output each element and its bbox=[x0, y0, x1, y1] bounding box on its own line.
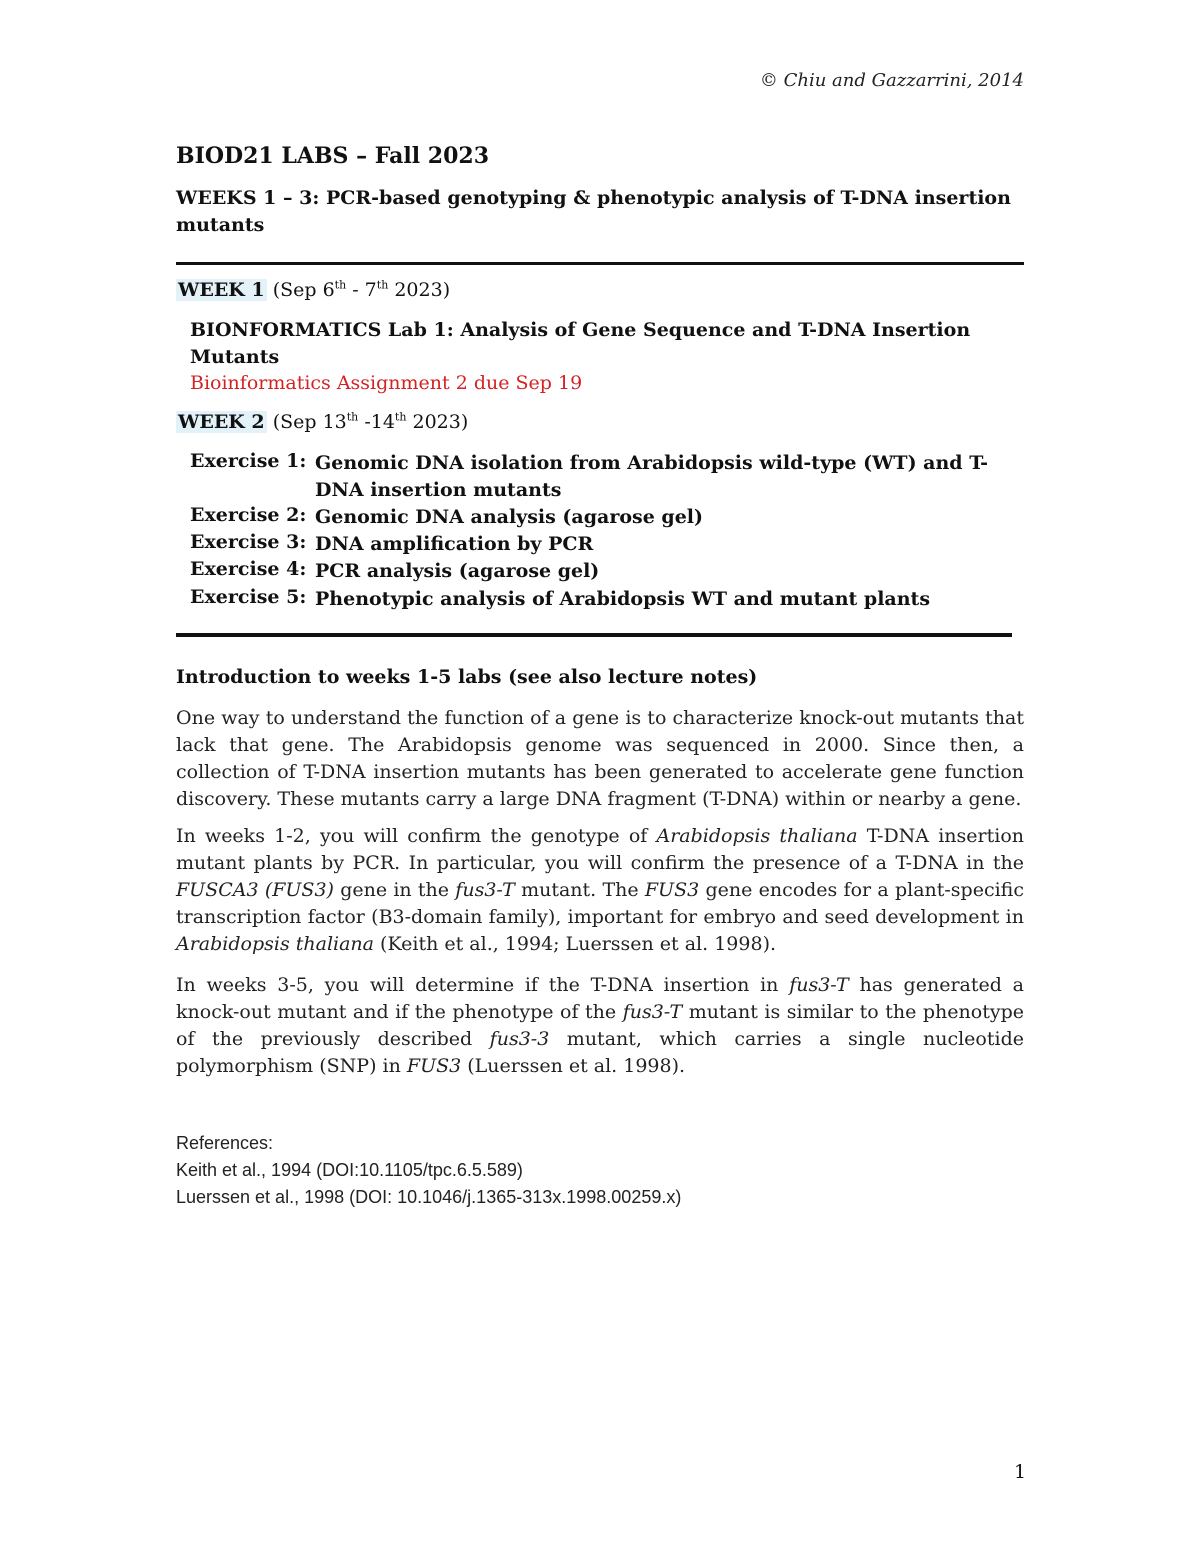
week1-assignment-note: Bioinformatics Assignment 2 due Sep 19 bbox=[190, 372, 583, 394]
divider-top bbox=[176, 262, 1024, 265]
week1-heading bbox=[176, 279, 450, 301]
page-title: BIOD21 LABS – Fall 2023 bbox=[176, 143, 490, 169]
exercise-5-label: Exercise 5: bbox=[190, 586, 307, 608]
exercise-3-label: Exercise 3: bbox=[190, 531, 307, 553]
week2-date: (Sep 13th -14th 2023) bbox=[272, 410, 469, 433]
week1-lab-title: BIONFORMATICS Lab 1: Analysis of Gene Sequence and T-DNA Insertion Mutants bbox=[190, 319, 971, 368]
reference-item: Keith et al., 1994 (DOI:10.1105/tpc.6.5.589) bbox=[176, 1160, 523, 1180]
week1-label-highlight bbox=[176, 279, 267, 301]
week2-heading bbox=[176, 411, 468, 433]
exercise-4-label: Exercise 4: bbox=[190, 558, 307, 580]
references-heading: References: bbox=[176, 1133, 274, 1153]
exercise-1-text: Genomic DNA isolation from Arabidopsis wild-type (WT) and T-DNA insertion mutants bbox=[315, 452, 989, 501]
intro-paragraph-1: One way to understand the function of a gene is to characterize knock-out mutants that lack that gene. The Arabidopsis genome was sequenced in 2000. Since then, a collection of T-DNA insertion mutants has been generated to accelerate gene function discovery. These mutants carry a large DNA fragment (T-DNA) within or nearby a gene. bbox=[176, 707, 1024, 810]
reference-item: Luerssen et al., 1998 (DOI: 10.1046/j.1365-313x.1998.00259.x) bbox=[176, 1187, 682, 1207]
exercise-2-text: Genomic DNA analysis (agarose gel) bbox=[315, 506, 703, 528]
page-number: 1 bbox=[1014, 1461, 1027, 1483]
exercise-5-text: Phenotypic analysis of Arabidopsis WT and mutant plants bbox=[315, 588, 931, 610]
intro-paragraph-3: In weeks 3-5, you will determine if the T-DNA insertion in fus3-T has generated a knock-out mutant and if the phenotype of the fus3-T mutant is similar to the phenotype of the previously described fus3-3 mutant, which carries a single nucleotide polymorphism (SNP) in FUS3 (Luerssen et al. 1998). bbox=[176, 974, 1024, 1077]
page-subtitle: WEEKS 1 – 3: PCR-based genotyping & phenotypic analysis of T-DNA insertion mutants bbox=[176, 187, 1011, 236]
week1-date: (Sep 6th - 7th 2023) bbox=[272, 278, 451, 301]
week1-label: WEEK 1 bbox=[178, 279, 265, 301]
exercise-3-text: DNA amplification by PCR bbox=[315, 533, 594, 555]
exercise-2-label: Exercise 2: bbox=[190, 504, 307, 526]
week2-label: WEEK 2 bbox=[178, 411, 265, 433]
references-block bbox=[176, 1130, 681, 1211]
copyright-notice: © Chiu and Gazzarrini, 2014 bbox=[759, 70, 1024, 91]
intro-heading: Introduction to weeks 1-5 labs (see also lecture notes) bbox=[176, 666, 758, 688]
intro-paragraph-2: In weeks 1-2, you will confirm the genotype of Arabidopsis thaliana T-DNA insertion mutant plants by PCR. In particular, you will confirm the presence of a T-DNA in the FUSCA3 (FUS3) gene in the fus3-T mutant. The FUS3 gene encodes for a plant-specific transcription factor (B3-domain family), important for embryo and seed development in Arabidopsis thaliana (Keith et al., 1994; Luerssen et al. 1998). bbox=[176, 825, 1024, 955]
exercise-4-text: PCR analysis (agarose gel) bbox=[315, 560, 600, 582]
divider-bottom bbox=[176, 633, 1012, 637]
exercise-1-label: Exercise 1: bbox=[190, 450, 307, 472]
week2-label-highlight bbox=[176, 411, 267, 433]
